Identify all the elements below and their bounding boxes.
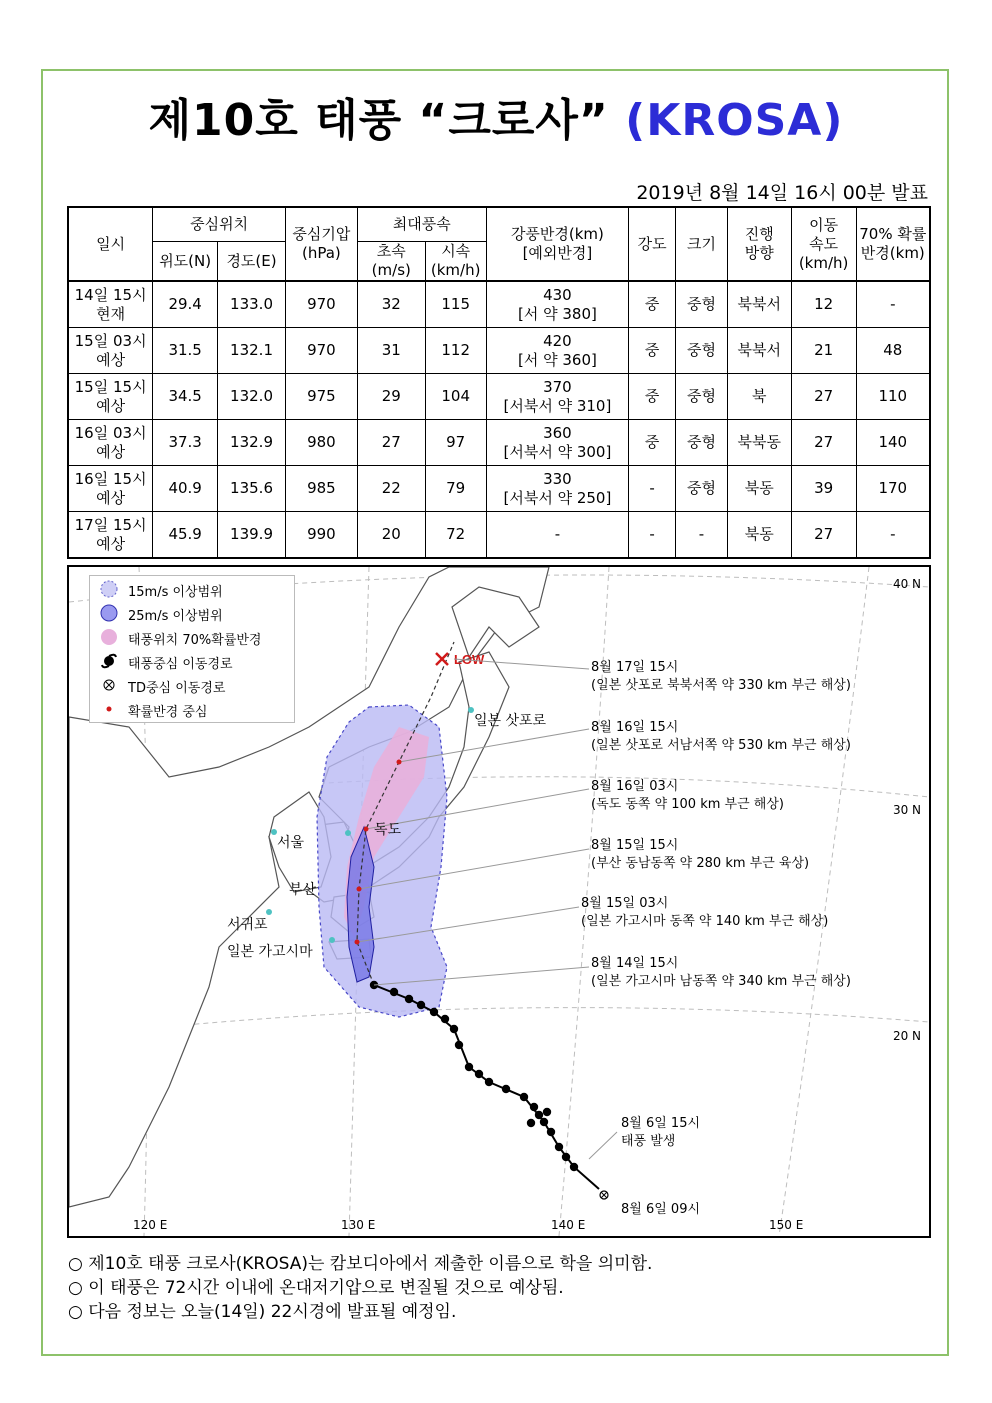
legend-td: TD중심 이동경로 bbox=[98, 676, 225, 696]
cell-time: 17일 15시 예상 bbox=[68, 512, 153, 559]
cell-ms: 29 bbox=[357, 374, 425, 420]
cell-direction: 북북서 bbox=[727, 281, 791, 328]
place-seoul: 서울 bbox=[277, 835, 305, 851]
lat-label-40: 40 N bbox=[892, 577, 921, 591]
legend-25ms: 25m/s 이상범위 bbox=[98, 604, 223, 624]
cell-kmh: 97 bbox=[425, 420, 486, 466]
cell-lat: 37.3 bbox=[153, 420, 218, 466]
place-dokdo: 독도 bbox=[374, 822, 402, 838]
cell-prob: 140 bbox=[856, 420, 930, 466]
cell-pressure: 980 bbox=[285, 420, 357, 466]
legend-prob: 태풍위치 70%확률반경 bbox=[98, 628, 262, 648]
note-3: ○ 다음 정보는 오늘(14일) 22시경에 발표될 예정임. bbox=[68, 1302, 457, 1322]
table-row bbox=[68, 466, 930, 512]
cell-radius: 360 [서북서 약 300] bbox=[486, 420, 629, 466]
cell-prob: - bbox=[856, 281, 930, 328]
cell-size: 중형 bbox=[676, 281, 728, 328]
note-2: ○ 이 태풍은 72시간 이내에 온대저기압으로 변질될 것으로 예상됨. bbox=[68, 1278, 564, 1298]
cell-radius: 420 [서 약 360] bbox=[486, 328, 629, 374]
cell-ms: 22 bbox=[357, 466, 425, 512]
lat-label-20: 20 N bbox=[892, 1029, 921, 1043]
cell-lon: 132.0 bbox=[218, 374, 286, 420]
header-pressure: 중심기압 (hPa) bbox=[285, 207, 357, 281]
header-maxwind: 최대풍속 bbox=[357, 207, 486, 242]
cell-pressure: 970 bbox=[285, 281, 357, 328]
place-kagoshima: 일본 가고시마 bbox=[227, 944, 313, 960]
typhoon-track-point bbox=[430, 1008, 438, 1016]
annotation-15d03h: 8월 15일 03시 (일본 가고시마 동쪽 약 140 km 부근 해상) bbox=[581, 896, 829, 929]
cell-lat: 29.4 bbox=[153, 281, 218, 328]
cell-size: 중형 bbox=[676, 466, 728, 512]
typhoon-track-point bbox=[570, 1163, 578, 1171]
cell-direction: 북 bbox=[727, 374, 791, 420]
table-row bbox=[68, 512, 930, 559]
cell-time: 14일 15시 현재 bbox=[68, 281, 153, 328]
typhoon-track-point bbox=[527, 1119, 535, 1127]
cell-prob: - bbox=[856, 512, 930, 559]
typhoon-track-point bbox=[405, 995, 413, 1003]
header-lon: 경도(E) bbox=[218, 242, 286, 282]
typhoon-track-point bbox=[441, 1015, 449, 1023]
cell-prob: 110 bbox=[856, 374, 930, 420]
typhoon-track-point bbox=[417, 1001, 425, 1009]
cell-size: 중형 bbox=[676, 420, 728, 466]
cell-speed: 21 bbox=[791, 328, 856, 374]
cell-lon: 132.1 bbox=[218, 328, 286, 374]
header-lat: 위도(N) bbox=[153, 242, 218, 282]
cell-prob: 48 bbox=[856, 328, 930, 374]
lon-label-130: 130 E bbox=[341, 1218, 376, 1232]
legend-15ms: 15m/s 이상범위 bbox=[98, 580, 223, 600]
cell-kmh: 104 bbox=[425, 374, 486, 420]
notes bbox=[68, 1252, 652, 1324]
cell-intensity: 중 bbox=[629, 281, 676, 328]
table-row bbox=[68, 420, 930, 466]
td-start-marker bbox=[600, 1191, 608, 1199]
typhoon-track-point bbox=[530, 1103, 538, 1111]
typhoon-track-point bbox=[390, 988, 398, 996]
table-row bbox=[68, 374, 930, 420]
typhoon-track-point bbox=[562, 1153, 570, 1161]
typhoon-track-point bbox=[543, 1108, 551, 1116]
cell-intensity: 중 bbox=[629, 328, 676, 374]
cell-prob: 170 bbox=[856, 466, 930, 512]
cell-ms: 31 bbox=[357, 328, 425, 374]
cell-intensity: 중 bbox=[629, 374, 676, 420]
cell-speed: 12 bbox=[791, 281, 856, 328]
cell-pressure: 985 bbox=[285, 466, 357, 512]
cell-pressure: 990 bbox=[285, 512, 357, 559]
map-legend bbox=[89, 575, 295, 723]
cell-lon: 135.6 bbox=[218, 466, 286, 512]
legend-prob-center: 확률반경 중심 bbox=[98, 700, 207, 720]
annotation-16d15h: 8월 16일 15시 (일본 삿포로 서남서쪽 약 530 km 부근 해상) bbox=[591, 720, 851, 753]
cell-speed: 27 bbox=[791, 374, 856, 420]
typhoon-track-point bbox=[547, 1128, 555, 1136]
cell-time: 15일 15시 예상 bbox=[68, 374, 153, 420]
cell-intensity: 중 bbox=[629, 420, 676, 466]
header-size: 크기 bbox=[676, 207, 728, 281]
header-direction: 진행 방향 bbox=[727, 207, 791, 281]
typhoon-track-point bbox=[535, 1111, 543, 1119]
cell-lat: 45.9 bbox=[153, 512, 218, 559]
table-row bbox=[68, 281, 930, 328]
cell-speed: 39 bbox=[791, 466, 856, 512]
cell-radius: 430 [서 약 380] bbox=[486, 281, 629, 328]
cell-lat: 40.9 bbox=[153, 466, 218, 512]
header-speed: 이동 속도 (km/h) bbox=[791, 207, 856, 281]
cell-pressure: 970 bbox=[285, 328, 357, 374]
cell-time: 16일 03시 예상 bbox=[68, 420, 153, 466]
cell-pressure: 975 bbox=[285, 374, 357, 420]
annotation-14d15h: 8월 14일 15시 (일본 가고시마 남동쪽 약 340 km 부근 해상) bbox=[591, 956, 851, 989]
cell-time: 15일 03시 예상 bbox=[68, 328, 153, 374]
annotation-16d03h: 8월 16일 03시 (독도 동쪽 약 100 km 부근 해상) bbox=[591, 779, 784, 812]
header-time: 일시 bbox=[68, 207, 153, 281]
place-busan: 부산 bbox=[289, 882, 317, 898]
cell-direction: 북동 bbox=[727, 512, 791, 559]
track-map bbox=[67, 565, 931, 1238]
typhoon-track-point bbox=[455, 1041, 463, 1049]
cell-radius: 370 [서북서 약 310] bbox=[486, 374, 629, 420]
typhoon-track-point bbox=[502, 1085, 510, 1093]
cell-direction: 북북서 bbox=[727, 328, 791, 374]
cell-kmh: 72 bbox=[425, 512, 486, 559]
page-title bbox=[0, 84, 992, 148]
place-seogwipo: 서귀포 bbox=[227, 917, 268, 933]
cell-lon: 139.9 bbox=[218, 512, 286, 559]
cell-intensity: - bbox=[629, 466, 676, 512]
title-english: (KROSA) bbox=[625, 95, 844, 146]
typhoon-track-point bbox=[465, 1063, 473, 1071]
header-radius: 강풍반경(km) [예외반경] bbox=[486, 207, 629, 281]
cell-ms: 32 bbox=[357, 281, 425, 328]
low-label: LOW bbox=[454, 652, 485, 667]
header-ms: 초속 (m/s) bbox=[357, 242, 425, 282]
cell-intensity: - bbox=[629, 512, 676, 559]
cell-size: 중형 bbox=[676, 328, 728, 374]
lon-label-140: 140 E bbox=[551, 1218, 586, 1232]
cell-radius: - bbox=[486, 512, 629, 559]
cell-size: - bbox=[676, 512, 728, 559]
note-1: ○ 제10호 태풍 크로사(KROSA)는 캄보디아에서 제출한 이름으로 학을 의미함. bbox=[68, 1254, 653, 1274]
cell-direction: 북동 bbox=[727, 466, 791, 512]
cell-radius: 330 [서북서 약 250] bbox=[486, 466, 629, 512]
wind-15ms-area bbox=[317, 705, 447, 1017]
cell-kmh: 115 bbox=[425, 281, 486, 328]
cell-kmh: 112 bbox=[425, 328, 486, 374]
cell-size: 중형 bbox=[676, 374, 728, 420]
typhoon-track-point bbox=[520, 1093, 528, 1101]
place-sapporo: 일본 삿포로 bbox=[474, 713, 547, 729]
annotation-15d15h: 8월 15일 15시 (부산 동남동쪽 약 280 km 부근 육상) bbox=[591, 838, 810, 871]
table-row bbox=[68, 328, 930, 374]
typhoon-track-point bbox=[540, 1118, 548, 1126]
cell-lat: 34.5 bbox=[153, 374, 218, 420]
cell-ms: 20 bbox=[357, 512, 425, 559]
lat-label-30: 30 N bbox=[892, 803, 921, 817]
annotation-17d15h: 8월 17일 15시 (일본 삿포로 북북서쪽 약 330 km 부근 해상) bbox=[591, 660, 851, 693]
annotation-genesis: 8월 6일 15시 태풍 발생 bbox=[621, 1116, 701, 1149]
typhoon-track-point bbox=[555, 1143, 563, 1151]
cell-direction: 북북동 bbox=[727, 420, 791, 466]
issued-time: 2019년 8월 14일 16시 00분 발표 bbox=[636, 182, 928, 204]
cell-lon: 133.0 bbox=[218, 281, 286, 328]
legend-track: 태풍중심 이동경로 bbox=[98, 652, 233, 672]
typhoon-track-point bbox=[475, 1070, 483, 1078]
cell-kmh: 79 bbox=[425, 466, 486, 512]
forecast-table bbox=[67, 206, 931, 559]
header-kmh: 시속 (km/h) bbox=[425, 242, 486, 282]
header-intensity: 강도 bbox=[629, 207, 676, 281]
title-main: 제10호 태풍 “크로사” bbox=[148, 95, 609, 146]
lon-label-120: 120 E bbox=[133, 1218, 168, 1232]
cell-lat: 31.5 bbox=[153, 328, 218, 374]
cell-ms: 27 bbox=[357, 420, 425, 466]
typhoon-track-point bbox=[450, 1025, 458, 1033]
header-center: 중심위치 bbox=[153, 207, 286, 242]
cell-speed: 27 bbox=[791, 420, 856, 466]
annotation-start: 8월 6일 09시 bbox=[621, 1202, 701, 1217]
header-prob-radius: 70% 확률 반경(km) bbox=[856, 207, 930, 281]
cell-lon: 132.9 bbox=[218, 420, 286, 466]
typhoon-track-point bbox=[485, 1078, 493, 1086]
cell-time: 16일 15시 예상 bbox=[68, 466, 153, 512]
cell-speed: 27 bbox=[791, 512, 856, 559]
lon-label-150: 150 E bbox=[769, 1218, 804, 1232]
